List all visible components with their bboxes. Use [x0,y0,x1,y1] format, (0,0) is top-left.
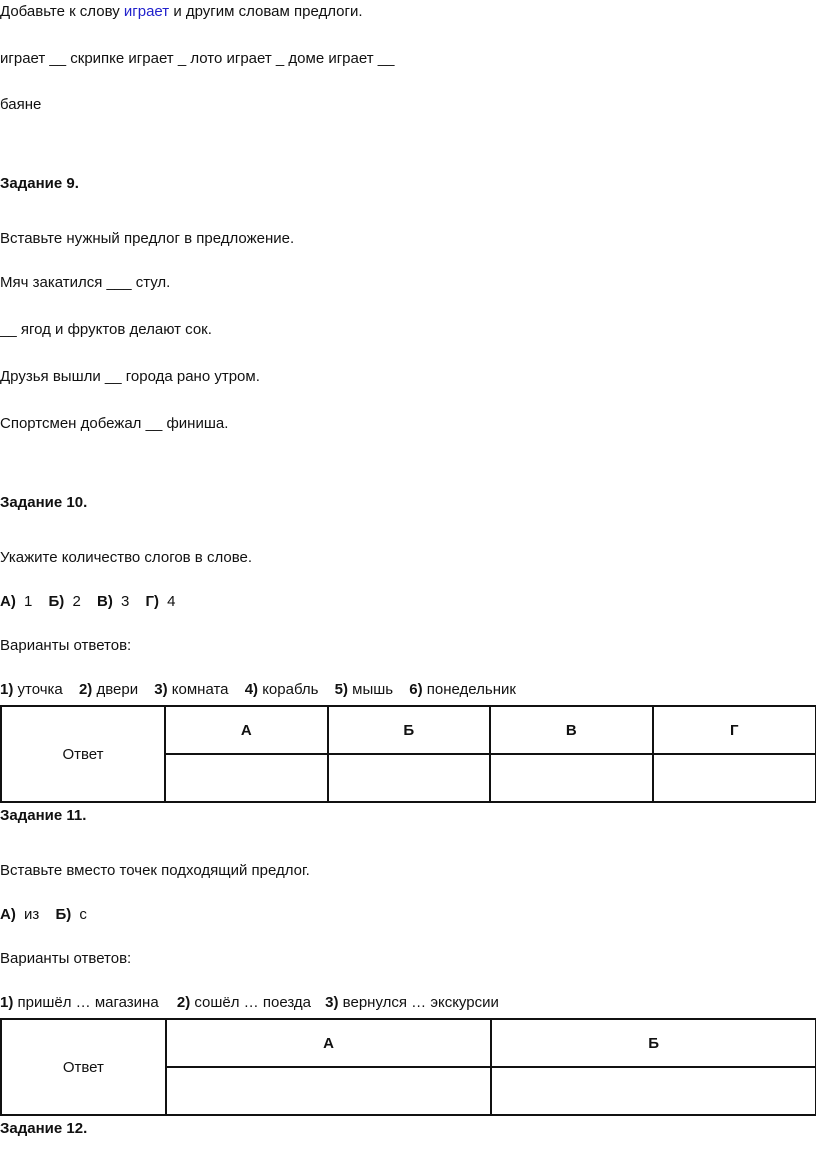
answer-cell-b[interactable] [328,754,491,802]
option-number: 1) [0,681,14,698]
task11-variants-label: Варианты ответов: [0,950,132,967]
task11-choices [0,905,87,925]
task10-title: Задание 10. [0,494,88,511]
answer-header-v: В [490,706,653,754]
option-text: понедельник [426,681,516,698]
task9-sentence-3: Друзья вышли __ города рано утром. [0,368,260,385]
answer-header-b: Б [328,706,491,754]
task9-title: Задание 9. [0,175,79,192]
task8-intro-prefix: Добавьте к слову [0,3,120,20]
task11-instruction: Вставьте вместо точек подходящий предлог. [0,862,310,879]
answer-cell-a[interactable] [166,1067,492,1115]
answer-header-a: А [165,706,328,754]
task10-options [0,680,516,700]
choice-text: 4 [167,593,176,610]
option-text: мышь [352,681,394,698]
choice-letter: Б) [48,593,65,610]
task10-variants-label: Варианты ответов: [0,637,132,654]
task8-intro-suffix: и другим словам предлоги. [173,3,363,20]
option-text: корабль [262,681,319,698]
choice-text: из [24,906,40,923]
task10-choices [0,592,176,612]
task8-line-2: баяне [0,96,42,113]
option-number: 2) [176,994,191,1011]
option-text: вернулся … экскурсии [342,994,499,1011]
option-text: комната [171,681,229,698]
option-text: сошёл … поезда [194,994,311,1011]
choice-letter: Б) [55,906,72,923]
task9-sentence-1: Мяч закатился ___ стул. [0,274,171,291]
choice-text: 1 [24,593,33,610]
choice-text: 3 [120,593,130,610]
choice-letter: Г) [145,593,159,610]
option-number: 6) [409,681,423,698]
choice-text: 2 [72,593,81,610]
task11-answer-table [0,1018,816,1116]
task11-title: Задание 11. [0,807,87,824]
choice-letter: А) [0,593,16,610]
choice-letter: А) [0,906,16,923]
choice-letter: В) [96,593,113,610]
option-text: двери [96,681,139,698]
task11-options [0,993,499,1013]
task10-answer-table [0,705,816,803]
task8-intro [0,2,363,22]
task9-sentence-4: Спортсмен добежал __ финиша. [0,415,229,432]
task9-instruction: Вставьте нужный предлог в предложение. [0,230,295,247]
choice-text: с [79,906,87,923]
answer-header-b: Б [491,1019,816,1067]
option-number: 3) [325,994,339,1011]
task12-title: Задание 12. [0,1120,88,1137]
option-text: пришёл … магазина [17,994,159,1011]
task9-sentence-2: __ ягод и фруктов делают сок. [0,321,212,338]
answer-cell-b[interactable] [491,1067,816,1115]
task10-instruction: Укажите количество слогов в слове. [0,549,253,566]
answer-cell-v[interactable] [490,754,653,802]
option-number: 5) [334,681,348,698]
answer-row-label: Ответ [1,1019,166,1115]
task8-line-1: играет __ скрипке играет _ лото играет _ доме играет __ [0,50,395,67]
option-number: 1) [0,994,14,1011]
option-text: уточка [17,681,63,698]
task8-highlight-word: играет [123,3,170,20]
answer-header-a: А [166,1019,492,1067]
option-number: 2) [78,681,93,698]
answer-header-g: Г [653,706,816,754]
option-number: 3) [154,681,168,698]
answer-cell-a[interactable] [165,754,328,802]
answer-cell-g[interactable] [653,754,816,802]
answer-row-label: Ответ [1,706,165,802]
option-number: 4) [244,681,259,698]
